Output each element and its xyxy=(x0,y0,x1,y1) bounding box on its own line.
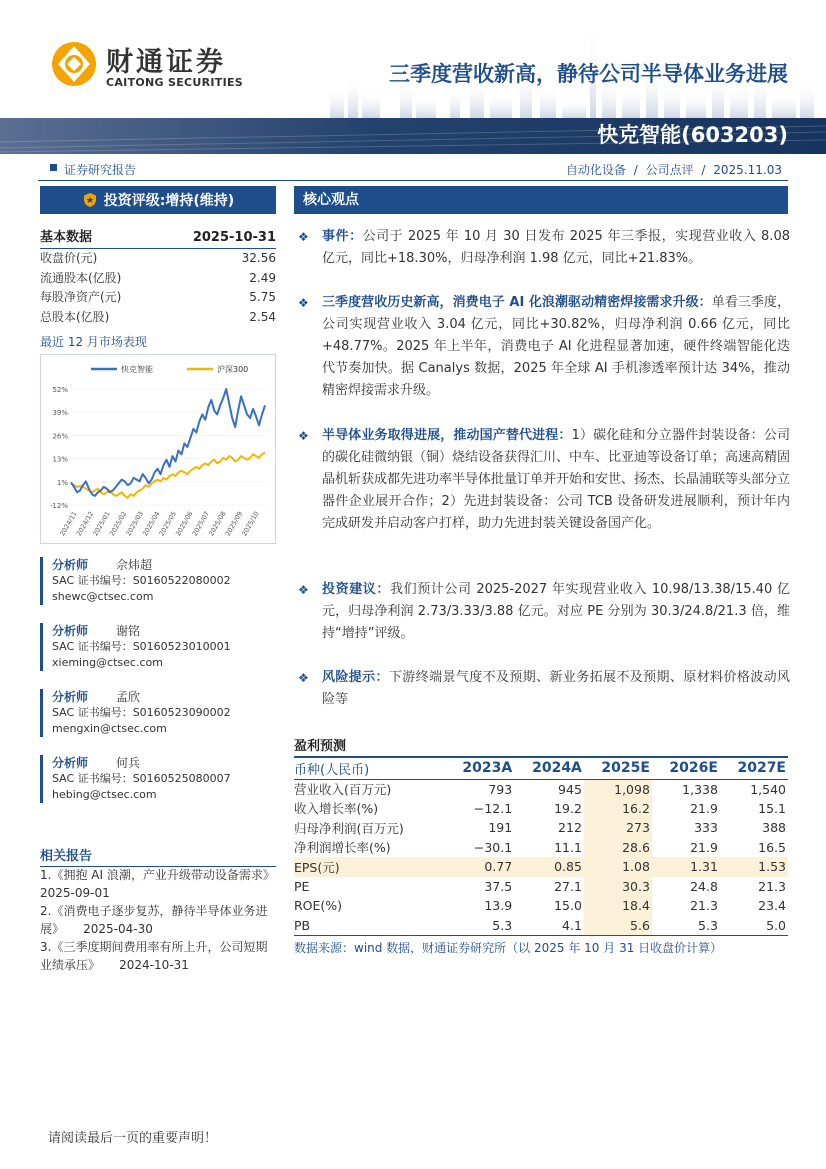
row-label: ROE(%) xyxy=(294,898,343,914)
y-tick-label: 39% xyxy=(52,409,68,418)
column-header: 2027E xyxy=(720,757,788,779)
cell-value: 1.31 xyxy=(652,857,720,877)
forecast-row xyxy=(294,877,788,897)
cell-value: 5.3 xyxy=(652,916,720,936)
analyst-title: 分析师 xyxy=(52,558,89,572)
forecast-table xyxy=(294,756,788,936)
paragraph-body: 1）碳化硅和分立器件封装设备：公司的碳化硅微纳银（铜）烧结设备获得汇川、中车、比亚迪等设备订单；高速高精固晶机斩获成都先进功率半导体批量订单并开始和安世、扬杰、长晶浦联等头部分立器件企业展开合作；2）先进封装设备：公司 TCB 设备研发进展顺利，预计年内完成研发并启动客户打样，助力先进封装关键设备国产化。 xyxy=(322,428,791,531)
row-label: PB xyxy=(294,916,444,936)
meta-date: 2025.11.03 xyxy=(713,163,782,177)
forecast-table-title: 盈利预测 xyxy=(294,739,347,754)
row-label: PE xyxy=(294,878,310,894)
caitong-logo-icon xyxy=(50,40,98,88)
analyst-name: 谢铭 xyxy=(116,624,141,638)
cell-value: 28.6 xyxy=(584,838,652,858)
analyst-title: 分析师 xyxy=(52,756,89,770)
basic-label: 每股净资产(元) xyxy=(40,290,122,304)
brand-name-cn: 财通证券 xyxy=(106,47,226,78)
analyst-card xyxy=(40,557,276,605)
cell-value: 5.0 xyxy=(720,916,788,936)
x-tick-label: 2025/02 xyxy=(107,510,129,538)
cell-value: 21.9 xyxy=(690,839,718,855)
legend-label: 沪深300 xyxy=(217,365,249,374)
basic-row xyxy=(40,269,276,289)
stock-name-code: 快克智能(603203) xyxy=(597,123,788,147)
forecast-row xyxy=(294,896,788,916)
rating-box xyxy=(40,186,276,214)
cell-value: 15.0 xyxy=(554,898,582,914)
cell-value: 4.1 xyxy=(514,916,584,936)
cell-value: 388 xyxy=(762,820,786,836)
related-reports-title: 相关报告 xyxy=(40,845,276,867)
cell-value: 5.3 xyxy=(444,916,514,936)
analyst-email[interactable]: mengxin@ctsec.com xyxy=(52,722,167,735)
core-paragraph xyxy=(298,226,790,270)
cell-value: 23.4 xyxy=(758,898,786,914)
cell-value: 18.4 xyxy=(584,896,652,916)
cell-value: 24.8 xyxy=(690,878,718,894)
cell-value: 1.53 xyxy=(720,857,788,877)
related-report-date: 2025-09-01 xyxy=(40,886,110,900)
y-tick-label: 1% xyxy=(56,478,68,487)
analyst-name: 佘炜超 xyxy=(116,558,153,572)
forecast-row xyxy=(294,838,788,858)
related-report-text: 3.《三季度期间费用率有所上升，公司短期业绩承压》 xyxy=(40,940,268,972)
shield-star-icon xyxy=(82,192,98,208)
basic-label: 收盘价(元) xyxy=(40,251,98,265)
x-tick-label: 2025/05 xyxy=(157,510,179,538)
related-report-item[interactable] xyxy=(40,902,278,938)
related-report-date: 2025-04-30 xyxy=(83,922,153,936)
cell-value: 13.9 xyxy=(484,898,513,914)
diamond-bullet-icon: ❖ xyxy=(298,429,309,443)
paragraph-body: 单看三季度，公司实现营业收入 3.04 亿元，同比+30.82%，归母净利润 0.66 亿元，同比+48.77%。2025 年上半年，消费电子 AI 化进程显著加速，硬件终端智能化迭代节奏加快。据 Canalys 数据，2025 年全球 AI 手机渗透率预计达 34%，推动精密焊接需求升级。 xyxy=(322,295,790,398)
basic-data-header xyxy=(40,228,276,249)
header-divider xyxy=(38,180,788,181)
cell-value: 21.3 xyxy=(758,878,786,894)
basic-value: 2.54 xyxy=(249,309,276,324)
column-header: 币种(人民币) xyxy=(294,757,444,779)
cell-value: 21.9 xyxy=(690,800,718,816)
analyst-card xyxy=(40,755,276,803)
cell-value: 16.2 xyxy=(584,799,652,819)
x-tick-label: 2025/10 xyxy=(240,510,261,538)
analyst-name: 孟欣 xyxy=(116,690,141,704)
cell-value: 19.2 xyxy=(554,800,582,816)
cell-value: 793 xyxy=(488,781,513,797)
analyst-card xyxy=(40,623,276,671)
x-tick-label: 2025/09 xyxy=(223,510,245,538)
row-label: EPS(元) xyxy=(294,857,444,877)
analyst-name: 何兵 xyxy=(116,756,141,770)
column-header: 2026E xyxy=(652,757,720,779)
row-label: 营业收入(百万元) xyxy=(294,782,392,797)
cell-value: 945 xyxy=(558,781,582,797)
analyst-title: 分析师 xyxy=(52,624,89,638)
related-report-text: 1.《拥抱 AI 浪潮，产业升级带动设备需求》 xyxy=(40,868,275,882)
cell-value: 16.5 xyxy=(758,839,786,855)
meta-kind: 公司点评 xyxy=(645,163,694,177)
core-view-title: 核心观点 xyxy=(294,186,788,214)
cell-value: 37.5 xyxy=(484,878,513,894)
basic-data-table xyxy=(40,228,276,327)
x-tick-label: 2025/07 xyxy=(190,510,212,538)
x-tick-label: 2024/12 xyxy=(74,510,96,538)
core-paragraph xyxy=(298,667,790,711)
y-tick-label: 13% xyxy=(52,455,68,464)
analyst-title: 分析师 xyxy=(52,690,89,704)
square-bullet-icon xyxy=(50,164,57,171)
basic-value: 5.75 xyxy=(249,290,276,304)
cell-value: −12.1 xyxy=(473,800,513,816)
cell-value: 11.1 xyxy=(554,839,582,855)
analyst-email[interactable]: hebing@ctsec.com xyxy=(52,788,157,801)
column-header: 2025E xyxy=(584,757,652,779)
analyst-sac: SAC 证书编号：S0160522080002 xyxy=(52,574,231,587)
column-header: 2023A xyxy=(444,757,514,779)
cell-value: 0.85 xyxy=(514,857,584,877)
y-tick-label: 26% xyxy=(52,432,68,441)
cell-value: 15.1 xyxy=(758,800,786,816)
basic-value: 2.49 xyxy=(249,270,276,285)
analyst-sac: SAC 证书编号：S0160523090002 xyxy=(52,706,231,719)
cell-value: 30.3 xyxy=(584,877,652,897)
forecast-row xyxy=(294,916,788,936)
paragraph-body: 下游终端景气度不及预期、新业务拓展不及预期、原材料价格波动风险等 xyxy=(322,670,790,707)
forecast-row xyxy=(294,779,788,799)
brand-name-en: CAITONG SECURITIES xyxy=(106,76,244,89)
cell-value: 0.77 xyxy=(444,857,514,877)
basic-label: 流通股本(亿股) xyxy=(40,270,122,285)
core-paragraph xyxy=(298,579,790,645)
basic-label: 总股本(亿股) xyxy=(40,309,110,324)
basic-value: 32.56 xyxy=(241,251,276,265)
row-label: 净利润增长率(%) xyxy=(294,840,391,856)
paragraph-heading: 投资建议： xyxy=(322,582,390,597)
cell-value: 1,540 xyxy=(750,781,786,797)
x-tick-label: 2025/04 xyxy=(141,510,162,538)
cell-value: 1,098 xyxy=(584,779,652,799)
cell-value: 5.6 xyxy=(584,916,652,936)
diamond-bullet-icon: ❖ xyxy=(298,583,309,597)
line-chart xyxy=(41,355,275,543)
related-report-item[interactable] xyxy=(40,866,278,902)
y-tick-label: 52% xyxy=(52,386,68,394)
basic-row xyxy=(40,308,276,328)
diamond-bullet-icon: ❖ xyxy=(298,230,309,244)
paragraph-body: 公司于 2025 年 10 月 30 日发布 2025 年三季报，实现营业收入 8.08 亿元，同比+18.30%，归母净利润 1.98 亿元，同比+21.83%。 xyxy=(322,229,790,266)
cell-value: −30.1 xyxy=(473,839,513,855)
data-source-note: 数据来源：wind 数据，财通证券研究所（以 2025 年 10 月 31 日收盘价计算） xyxy=(294,941,723,955)
series-line-0 xyxy=(71,389,265,496)
related-reports-list xyxy=(40,866,278,974)
paragraph-heading: 三季度营收历史新高，消费电子 AI 化浪潮驱动精密焊接需求升级： xyxy=(322,295,712,310)
paragraph-heading: 半导体业务取得进展，推动国产替代进程： xyxy=(322,428,572,443)
row-label: 归母净利润(百万元) xyxy=(294,820,404,836)
diamond-bullet-icon: ❖ xyxy=(298,671,309,685)
forecast-row xyxy=(294,799,788,819)
analyst-email[interactable]: xieming@ctsec.com xyxy=(52,656,163,669)
basic-data-date: 2025-10-31 xyxy=(192,230,276,245)
related-report-item[interactable] xyxy=(40,938,278,974)
report-type: 证券研究报告 xyxy=(64,163,137,177)
cell-value: 21.3 xyxy=(690,898,718,914)
cell-value: 273 xyxy=(584,818,652,838)
rating-text: 投资评级:增持(维持) xyxy=(103,193,235,209)
analyst-sac: SAC 证书编号：S0160523010001 xyxy=(52,640,231,653)
x-tick-label: 2025/08 xyxy=(207,510,228,538)
cell-value: 1.08 xyxy=(584,857,652,877)
market-performance-title: 最近 12 月市场表现 xyxy=(40,335,147,349)
report-meta: 自动化设备 / 公司点评 / 2025.11.03 xyxy=(565,163,782,177)
basic-row xyxy=(40,288,276,308)
paragraph-heading: 风险提示： xyxy=(322,670,389,685)
related-report-text: 2.《消费电子逐步复苏，静待半导体业务进展》 xyxy=(40,904,268,936)
forecast-row xyxy=(294,818,788,838)
meta-sector: 自动化设备 xyxy=(565,163,626,177)
forecast-row xyxy=(294,857,788,877)
diamond-bullet-icon: ❖ xyxy=(298,296,309,310)
core-paragraph xyxy=(298,425,790,535)
legend-label: 快克智能 xyxy=(121,365,153,374)
basic-row xyxy=(40,249,276,269)
x-tick-label: 2025/03 xyxy=(124,510,145,538)
cell-value: 333 xyxy=(694,820,718,836)
analyst-sac: SAC 证书编号：S0160525080007 xyxy=(52,772,231,785)
disclaimer-footer: 请阅读最后一页的重要声明！ xyxy=(48,1131,218,1146)
paragraph-body: 我们预计公司 2025-2027 年实现营业收入 10.98/13.38/15.40 亿元，归母净利润 2.73/3.33/3.88 亿元。对应 PE 分别为 30.3/24.8/21.3 倍，维持“增持”评级。 xyxy=(322,582,790,641)
cell-value: 191 xyxy=(488,820,513,836)
column-header: 2024A xyxy=(514,757,584,779)
related-report-date: 2024-10-31 xyxy=(119,958,189,972)
market-performance-chart xyxy=(40,354,276,544)
report-headline: 三季度营收新高，静待公司半导体业务进展 xyxy=(389,62,788,86)
cell-value: 1,338 xyxy=(682,781,718,797)
x-tick-label: 2025/01 xyxy=(91,510,112,538)
y-tick-label: -12% xyxy=(49,502,68,510)
cell-value: 212 xyxy=(558,820,582,836)
basic-data-title: 基本数据 xyxy=(40,230,93,245)
analyst-email[interactable]: shewc@ctsec.com xyxy=(52,590,154,603)
analyst-card xyxy=(40,689,276,737)
core-paragraph xyxy=(298,292,790,402)
x-tick-label: 2024/11 xyxy=(58,510,79,538)
cell-value: 27.1 xyxy=(554,878,582,894)
x-tick-label: 2025/06 xyxy=(174,510,195,538)
row-label: 收入增长率(%) xyxy=(294,801,379,817)
forecast-header-row xyxy=(294,757,788,779)
paragraph-heading: 事件： xyxy=(322,229,363,244)
